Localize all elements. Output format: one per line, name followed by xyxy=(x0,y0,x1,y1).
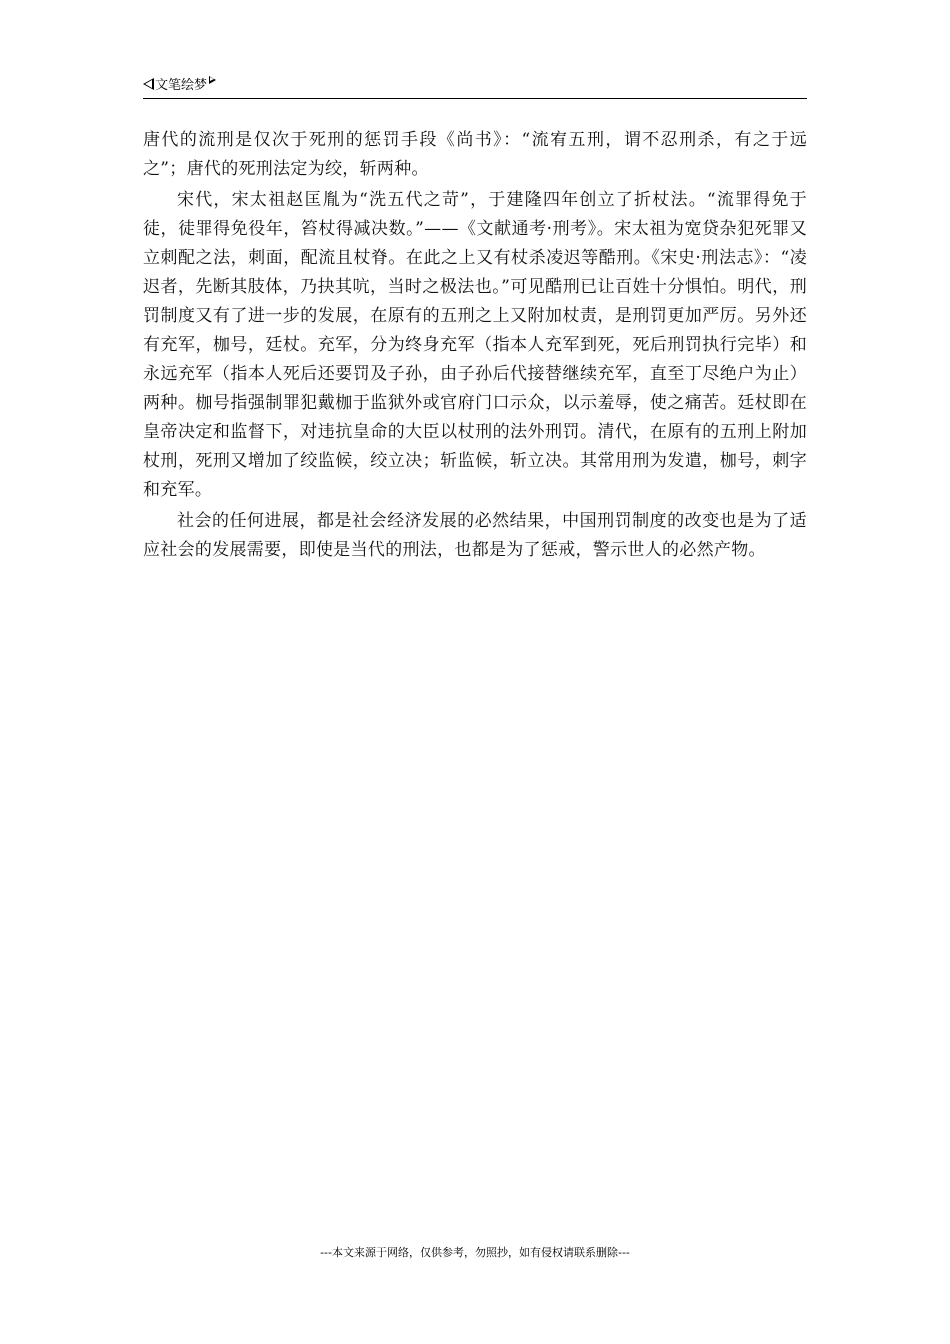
paragraph-tang-dynasty: 唐代的流刑是仅次于死刑的惩罚手段《尚书》：“流宥五刑，谓不忍刑杀，有之于远之”；唐代的死刑法定为绞，斩两种。 xyxy=(143,130,807,179)
footer-disclaimer: ---本文来源于网络，仅供参考，勿照抄，如有侵权请联系删除--- xyxy=(320,1246,630,1259)
document-body xyxy=(143,126,807,567)
brand-text: 文笔绘梦 xyxy=(155,78,208,93)
paragraph-song-ming-qing: 宋代，宋太祖赵匡胤为“洗五代之苛”，于建隆四年创立了折杖法。“流罪得免于徒，徒罪得免役年，笞杖得减决数。”——《文献通考·刑考》。宋太祖为宽贷杂犯死罪又立刺配之法，刺面，配流且杖脊。在此之上又有杖杀凌迟等酷刑。《宋史·刑法志》：“凌迟者，先断其肢体，乃抉其吭，当时之极法也。”可见酷刑已让百姓十分惧怕。明代，刑罚制度又有了进一步的发展，在原有的五刑之上又附加杖责，是刑罚更加严厉。另外还有充军，枷号，廷杖。充军，分为终身充军（指本人充军到死，死后刑罚执行完毕）和永远充军（指本人死后还要罚及子孙，由子孙后代接替继续充军，直至丁尽绝户为止）两种。枷号指强制罪犯戴枷于监狱外或官府门口示众，以示羞辱，使之痛苦。廷杖即在皇帝决定和监督下，对违抗皇命的大臣以杖刑的法外刑罚。清代，在原有的五刑上附加杖刑，死刑又增加了绞监候，绞立决；斩监候，斩立决。其常用刑为发遣，枷号，刺字和充军。 xyxy=(143,190,807,500)
page-header xyxy=(143,72,807,99)
header-brand xyxy=(143,74,216,93)
paragraph-conclusion: 社会的任何进展，都是社会经济发展的必然结果，中国刑罚制度的改变也是为了适应社会的发展需要，即使是当代的刑法，也都是为了惩戒，警示世人的必然产物。 xyxy=(143,511,807,560)
triangle-left-icon xyxy=(143,78,154,90)
triangle-right-icon xyxy=(209,76,216,84)
